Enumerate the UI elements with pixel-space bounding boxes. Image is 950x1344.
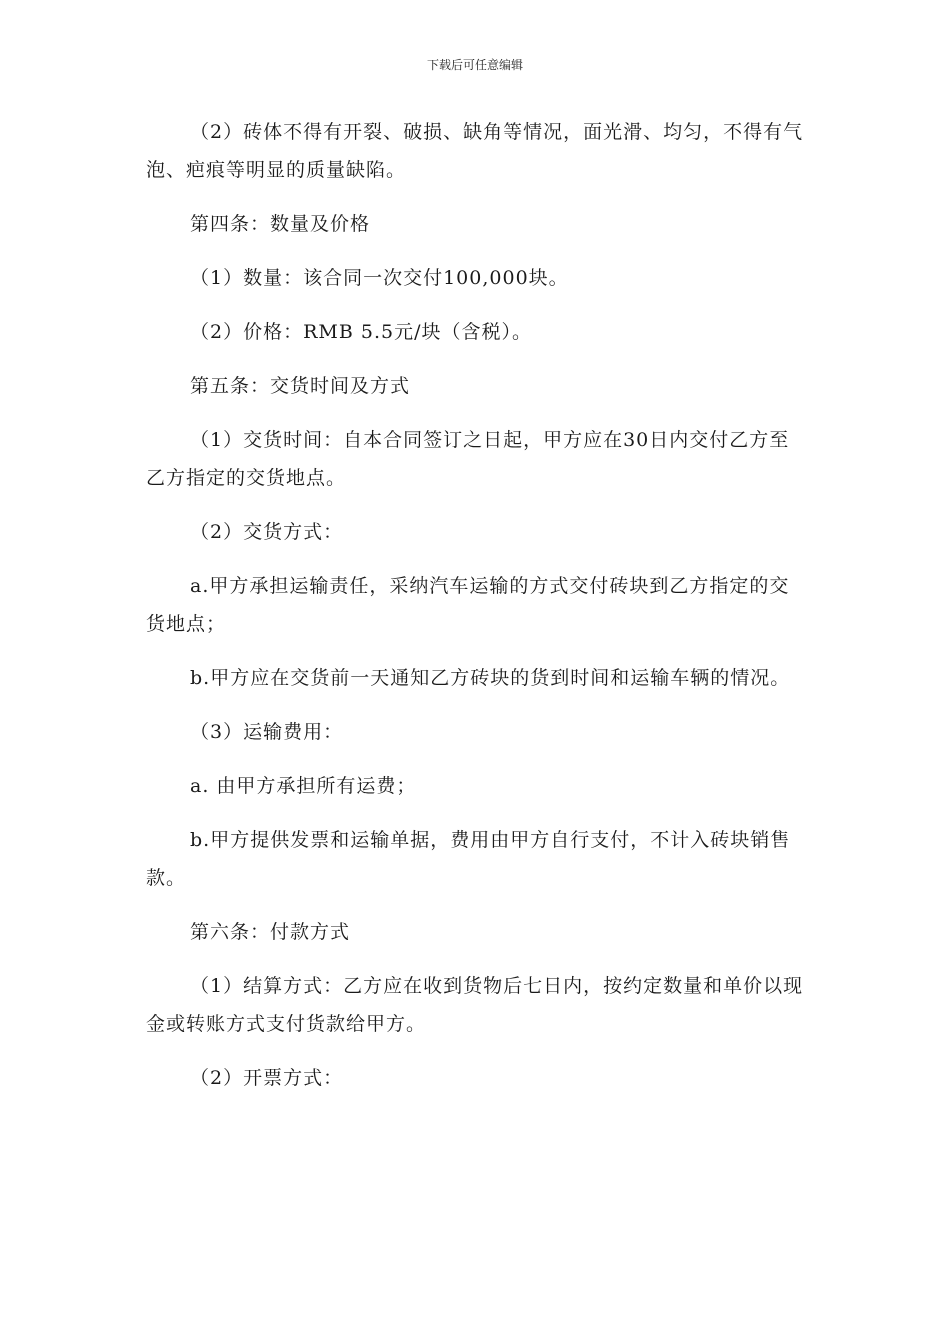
article-5-heading: 第五条：交货时间及方式	[190, 375, 411, 397]
clause-delivery-method-b: b.甲方应在交货前一天通知乙方砖块的货到时间和运输车辆的情况。	[190, 667, 791, 689]
clause-settlement: （1）结算方式：乙方应在收到货物后七日内，按约定数量和单价以现金或转账方式支付货款给甲方。	[146, 975, 804, 1035]
clause-transport-cost: （3）运输费用：	[190, 721, 344, 743]
article-4-heading: 第四条：数量及价格	[190, 213, 371, 235]
clause-transport-cost-b: b.甲方提供发票和运输单据，费用由甲方自行支付，不计入砖块销售款。	[146, 829, 791, 889]
clause-quality-defects: （2）砖体不得有开裂、破损、缺角等情况，面光滑、均匀，不得有气泡、疤痕等明显的质量缺陷。	[146, 121, 804, 181]
clause-transport-cost-a: a. 由甲方承担所有运费；	[190, 775, 417, 797]
article-6-heading: 第六条：付款方式	[190, 921, 351, 943]
clause-invoicing: （2）开票方式：	[190, 1067, 344, 1089]
clause-delivery-time: （1）交货时间：自本合同签订之日起，甲方应在30日内交付乙方至乙方指定的交货地点。	[146, 429, 790, 489]
clause-delivery-method-a: a.甲方承担运输责任，采纳汽车运输的方式交付砖块到乙方指定的交货地点；	[146, 575, 790, 635]
clause-quantity: （1）数量：该合同一次交付100,000块。	[190, 267, 569, 289]
page-header: 下载后可任意编辑	[426, 58, 523, 72]
clause-delivery-method: （2）交货方式：	[190, 521, 344, 543]
document-body	[146, 113, 806, 1113]
clause-price: （2）价格：RMB 5.5元/块（含税）。	[190, 321, 532, 343]
